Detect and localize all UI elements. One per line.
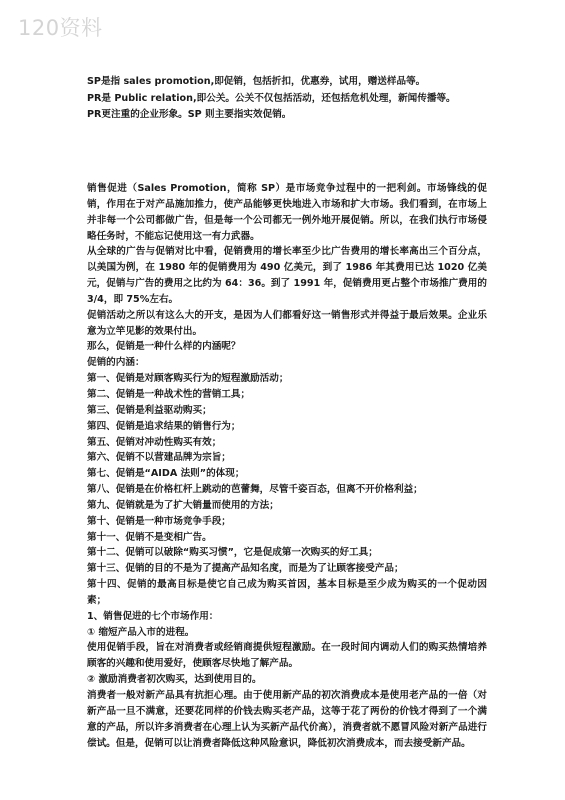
- paragraph-statistics: 从全球的广告与促销对比中看，促销费用的增长率至少比广告费用的增长率高出三个百分点，以美国为例，在 1980 年的促销费用为 490 亿美元，到了 1986 年其费用已达 1020 亿美元，促销与广告的费用之比约为 64：36。到了 1991 年，促销费用更占整个市场推广费用的 3/4，即 75%左右。: [87, 246, 487, 305]
- list-item: 第二、促销是一种战术性的营销工具；: [87, 388, 251, 400]
- connotation-heading: 促销的内涵：: [87, 357, 145, 369]
- pr-sp-comparison: PR更注重的企业形象。SP 则主要指实效促销。: [87, 109, 292, 120]
- list-item: 第十二、促销可以破除“购买习惯”，它是促成第一次购买的好工具；: [87, 547, 378, 559]
- article-body: [87, 181, 487, 751]
- list-item: 第八、促销是在价格杠杆上跳动的芭蕾舞，尽管千姿百态，但离不开价格利益；: [87, 484, 423, 496]
- watermark: 120资料: [18, 16, 103, 40]
- subheading: ② 激励消费者初次购买，达到使用目的。: [87, 674, 262, 686]
- paragraph-body: 消费者一般对新产品具有抗拒心理。由于使用新产品的初次消费成本是使用老产品的一倍（对新产品一旦不满意，还要花同样的价钱去购买老产品，这等于花了两份的价钱才得到了一个满意的产品，所以许多消费者在心理上认为买新产品代价高），消费者就不愿冒风险对新产品进行偿试。但是，促销可以让消费者降低这种风险意识，降低初次消费成本，而去接受新产品。: [87, 690, 487, 749]
- question-line: 那么，促销是一种什么样的内涵呢？: [87, 341, 241, 353]
- list-item: 第十一、促销不是变相广告。: [87, 531, 212, 543]
- list-item: 第七、促销是“AIDA 法则”的体现；: [87, 468, 245, 480]
- list-item: 第六、促销不以营建品牌为宗旨；: [87, 452, 231, 464]
- sp-definition: SP是指 sales promotion,即促销，包括折扣，优惠券，试用，赠送样品等。: [87, 76, 426, 87]
- paragraph-reason: 促销活动之所以有这么大的开支，是因为人们都看好这一销售形式并得益于最后效果。企业乐意为立竿见影的效果付出。: [87, 309, 487, 337]
- list-item: 第十三、促销的目的不是为了提高产品知名度，而是为了让顾客接受产品；: [87, 563, 404, 575]
- list-item: 第九、促销就是为了扩大销量而使用的方法；: [87, 499, 279, 511]
- paragraph-intro: 销售促进（Sales Promotion，简称 SP）是市场竞争过程中的一把利剑。市场锋线的促销，作用在于对产品施加推力，使产品能够更快地进入市场和扩大市场。我们看到，在市场上并非每一个公司都做广告，但是每一个公司都无一例外地开展促销。所以，在我们执行市场侵略任务时，不能忘记使用这一有力武器。: [87, 183, 487, 242]
- paragraph-body: 使用促销手段，旨在对消费者或经销商提供短程激励。在一段时间内调动人们的购买热情培养顾客的兴趣和使用爱好，使顾客尽快地了解产品。: [87, 642, 487, 670]
- list-item: 第四、促销是追求结果的销售行为；: [87, 420, 241, 432]
- section-heading: 1、销售促进的七个市场作用：: [87, 610, 219, 622]
- subheading: ① 缩短产品入市的进程。: [87, 626, 195, 638]
- abbreviation-notes: [87, 74, 487, 124]
- list-item: 第五、促销对冲动性购买有效；: [87, 436, 222, 448]
- list-item: 第三、促销是利益驱动购买；: [87, 404, 212, 416]
- pr-definition: PR是 Public relation,即公关。公关不仅包括活动，还包括危机处理，新闻传播等。: [87, 92, 456, 104]
- list-item: 第十四、促销的最高目标是使它自己成为购买首因，基本目标是至少成为购买的一个促动因素；: [87, 579, 487, 606]
- list-item: 第十、促销是一种市场竞争手段；: [87, 515, 231, 527]
- list-item: 第一、促销是对顾客购买行为的短程激励活动；: [87, 373, 289, 385]
